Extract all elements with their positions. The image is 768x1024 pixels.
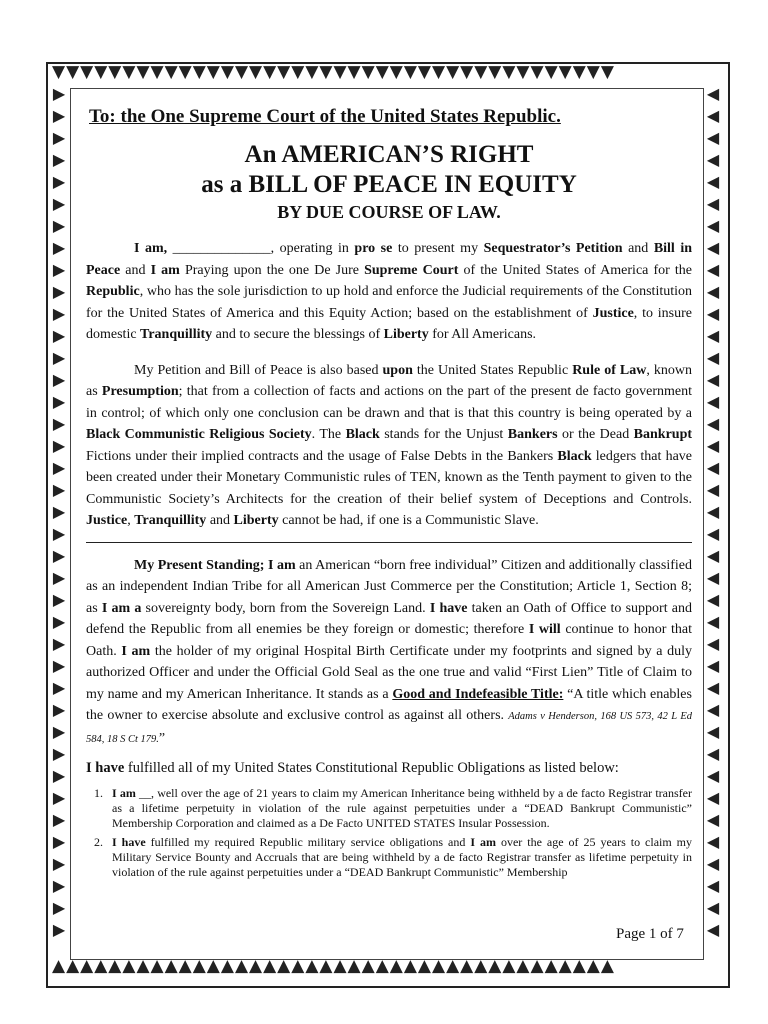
ornament-border-bottom: ▲▲▲▲▲▲▲▲▲▲▲▲▲▲▲▲▲▲▲▲▲▲▲▲▲▲▲▲▲▲▲▲▲▲▲▲▲▲▲▲ — [52, 958, 615, 976]
name-blank: ______________ — [172, 241, 271, 256]
obligations-heading: I have fulfilled all of my United States Constitutional Republic Obligations as listed below: — [86, 760, 619, 776]
title-line-1: An AMERICAN’S RIGHT — [244, 141, 534, 168]
paragraph-rule-of-law: My Petition and Bill of Peace is also based upon the United States Republic Rule of Law, known as Presumption; that from a collection of facts and actions on the part of the present de facto government in control; of which only one conclusion can be drawn and that is that this country is being operated by a Black Communistic Religious Society. The Black stands for the Unjust Bankers or the Dead Bankrupt Fictions under their implied contracts and the usage of False Debts in the Bankers Black ledgers that have been created under their Monetary Communistic rules of TEN, known as the Tenth payment to given to the Communistic Society’s Architects for the creation of their belief system of Deceptions and Controls. Justice, Tranquillity and Liberty cannot be had, if one is a Communistic Slave. — [86, 362, 693, 528]
page-number: Page 1 of 7 — [616, 926, 684, 942]
document-body — [86, 100, 692, 884]
paragraph-present-standing: My Present Standing; I am an American “born free individual” Citizen and additionally classified as an independent Indian Tribe for all American Just Commerce per the Constitution; Article 1, Section 8; as I am a sovereignty body, born from the Sovereign Land. I have taken an Oath of Office to support and defend the Republic from all enemies be they foreign or domestic; therefore I will continue to honor that Oath. I am the holder of my original Hospital Birth Certificate under my footprints and signed by a duly authorized Officer and under the Official Gold Seal as the one true and valid “First Lien” Title of Claim to my name and my American Inheritance. It stands as a Good and Indefeasible Title: “A title which enables the owner to exercise absolute and exclusive control as against all others. Adams v Henderson, 168 US 573, 42 L Ed 584, 18 S Ct 179.” — [86, 557, 692, 746]
list-item: 2. I have fulfilled my required Republic military service obligations and I am over the age of 25 years to claim my Military Service Bounty and Accruals that are being withheld by a de facto Registrar transfer as lifetime perpetuity in violation of the rule against perpetuities under a “DEAD Bankrupt Communistic” Membership — [106, 835, 692, 880]
title-line-2: as a BILL OF PEACE IN EQUITY — [201, 171, 577, 198]
horizontal-divider — [86, 542, 692, 543]
paragraph-petition: I am, ______________, operating in pro se to present my Sequestrator’s Petition and Bill in Peace and I am Praying upon the one De Jure Supreme Court of the United States of America for the Republic, who has the sole jurisdiction to up hold and enforce the Judicial requirements of the Constitution for the United States of America and this Equity Action; based on the establishment of Justice, to insure domestic Tranquillity and to secure the blessings of Liberty for All Americans. — [86, 241, 692, 342]
list-item: 1. I am __, well over the age of 21 years to claim my American Inheritance being withheld by a de facto Registrar transfer as a lifetime perpetuity in violation of the rule against perpetuities under a “DEAD Bankrupt Communistic” Membership Corporation and claimed as a De Facto UNITED STATES Insular Possession. — [106, 786, 692, 831]
addressee-heading: To: the One Supreme Court of the United States Republic. — [89, 106, 561, 127]
obligations-list — [86, 786, 692, 880]
legal-citation: Adams v Henderson, 168 US 573, 42 L Ed 584, 18 S Ct 179. — [86, 711, 692, 745]
title-line-3: BY DUE COURSE OF LAW. — [277, 202, 501, 222]
ornament-border-right: ◀ ◀ ◀ ◀ ◀ ◀ ◀ ◀ ◀ ◀ ◀ ◀ ◀ ◀ ◀ ◀ ◀ ◀ ◀ ◀ ◀ ◀ ◀ ◀ ◀ ◀ ◀ ◀ ◀ ◀ ◀ ◀ ◀ ◀ ◀ ◀ ◀ ◀ ◀ — [706, 86, 720, 939]
ornament-border-left: ▶ ▶ ▶ ▶ ▶ ▶ ▶ ▶ ▶ ▶ ▶ ▶ ▶ ▶ ▶ ▶ ▶ ▶ ▶ ▶ ▶ ▶ ▶ ▶ ▶ ▶ ▶ ▶ ▶ ▶ ▶ ▶ ▶ ▶ ▶ ▶ ▶ ▶ ▶ — [52, 86, 66, 939]
ornament-border-top: ▼▼▼▼▼▼▼▼▼▼▼▼▼▼▼▼▼▼▼▼▼▼▼▼▼▼▼▼▼▼▼▼▼▼▼▼▼▼▼▼ — [52, 64, 615, 82]
